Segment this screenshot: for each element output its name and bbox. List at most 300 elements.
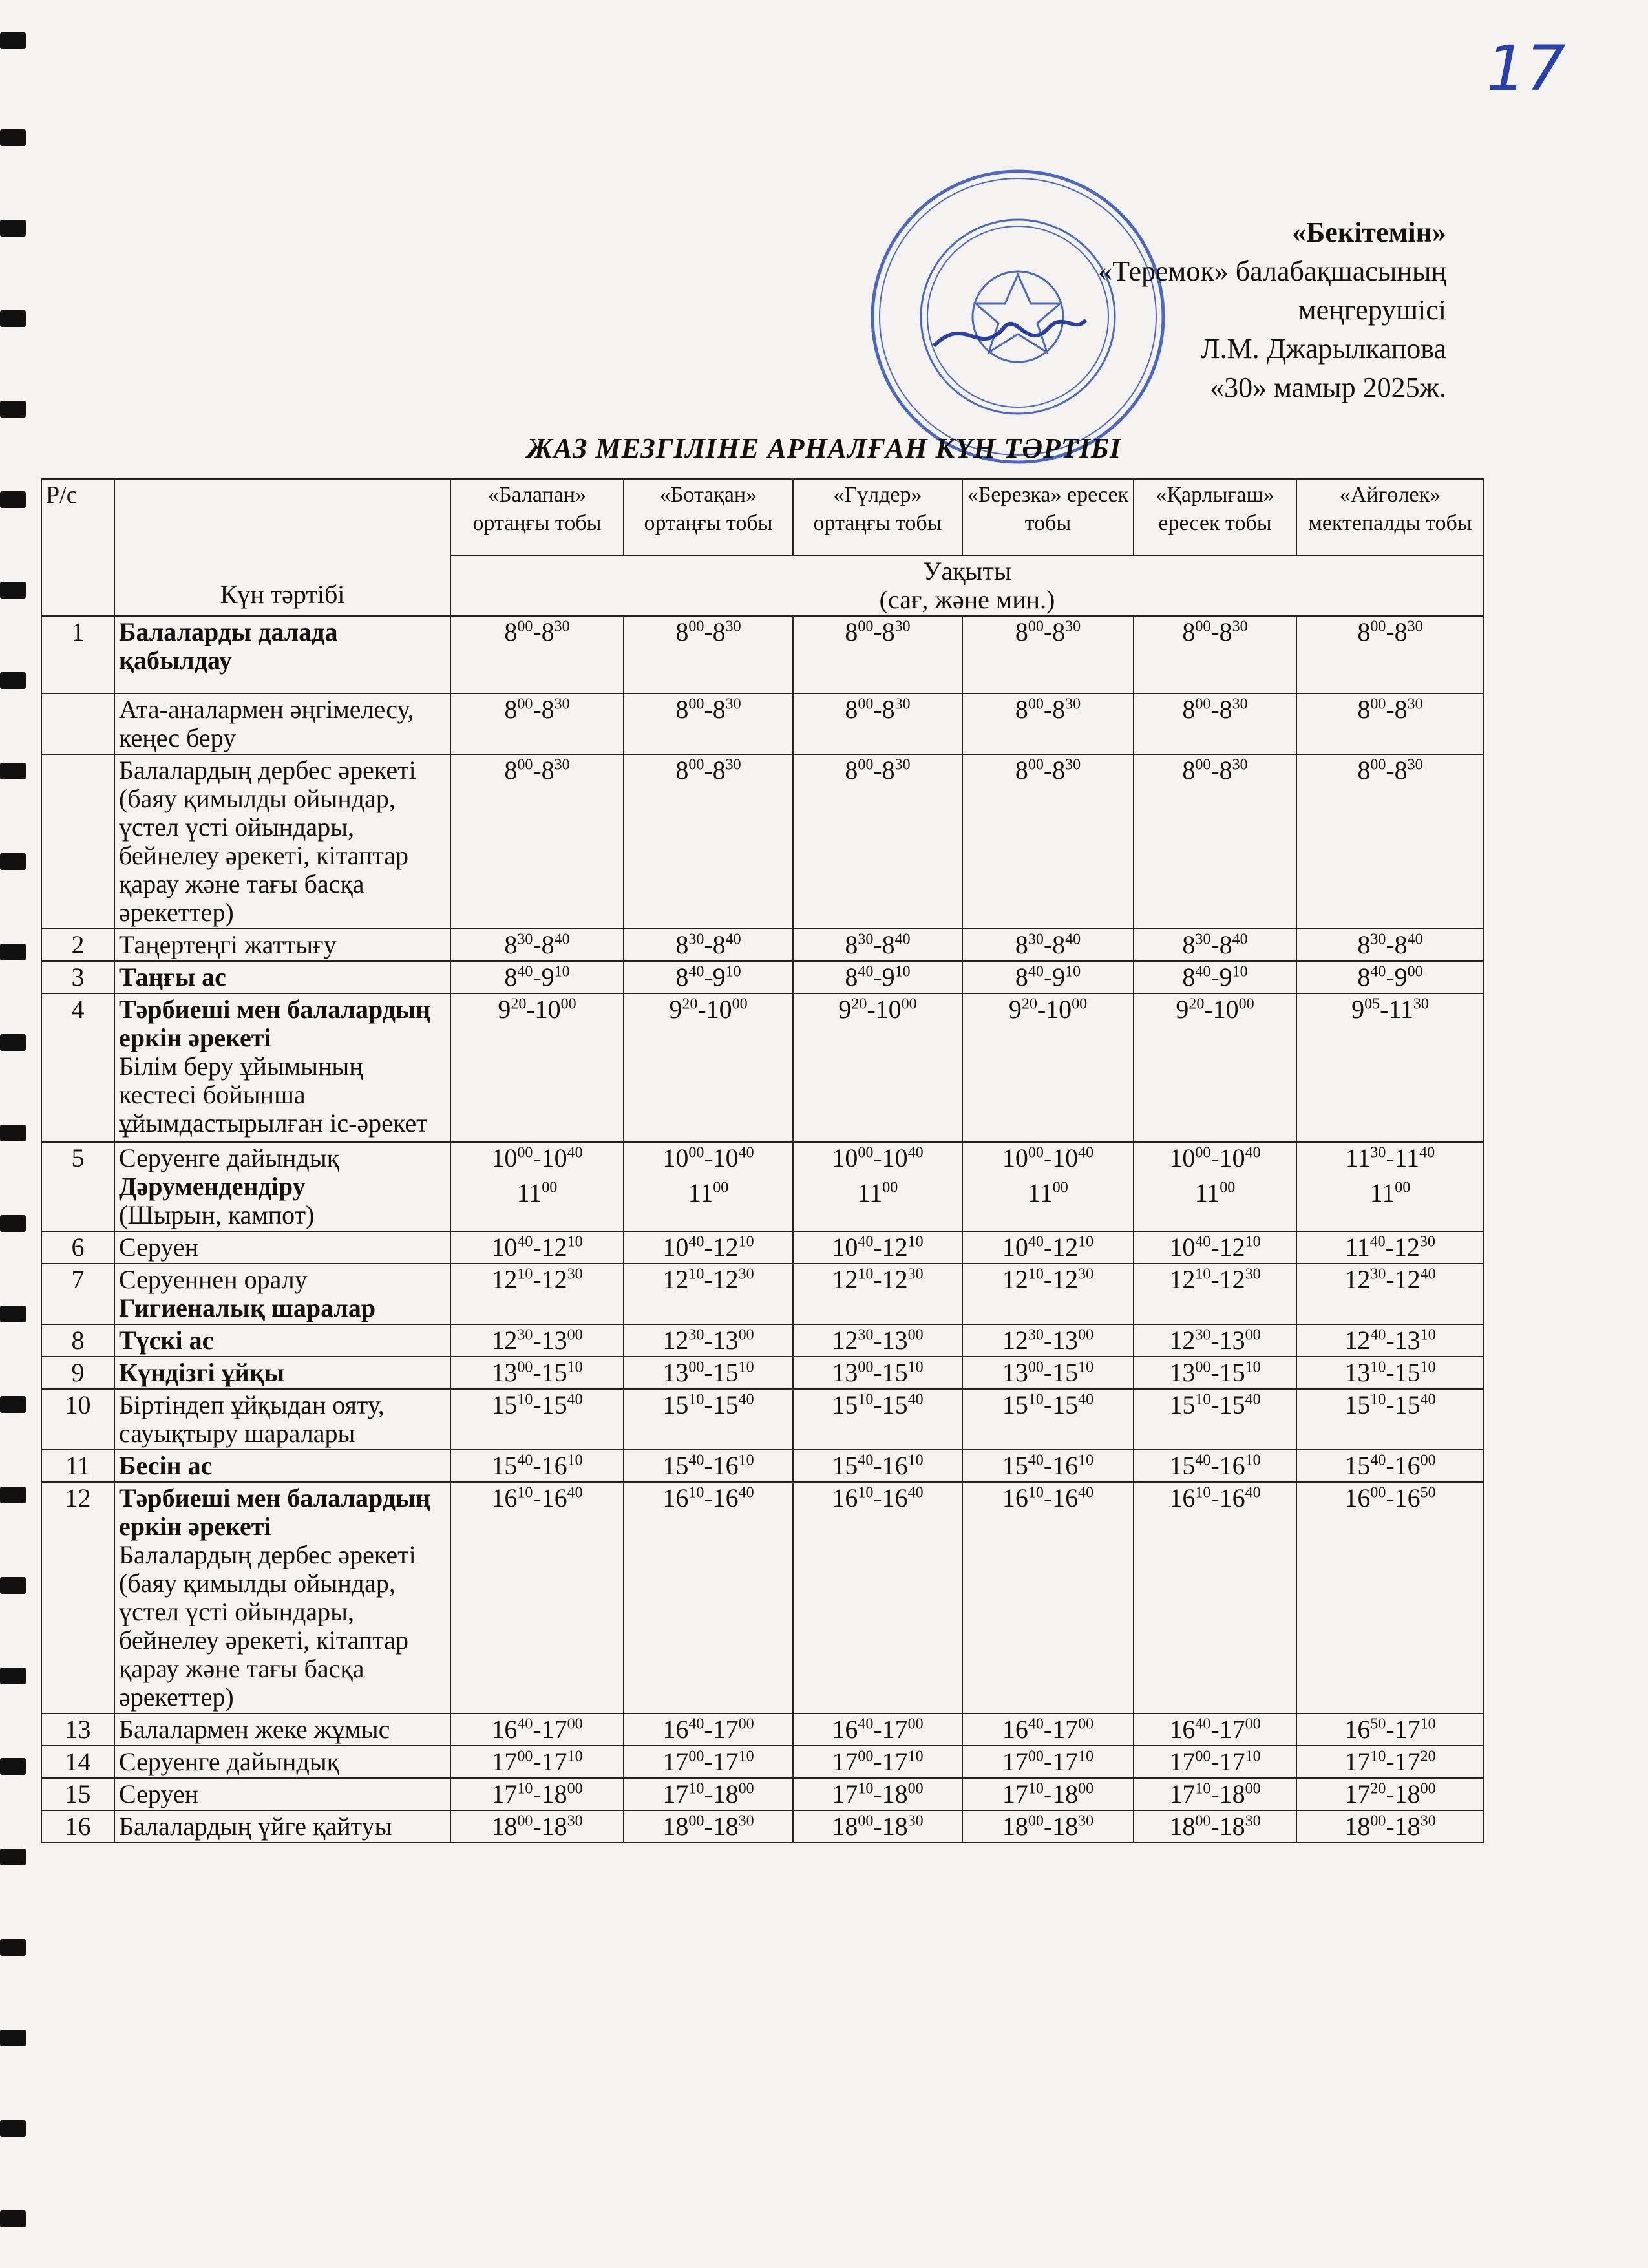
time-value: $10^{00}-10^{40}$ bbox=[491, 1143, 583, 1172]
time-value: $8^{00}-8^{30}$ bbox=[1182, 695, 1248, 724]
time-cell bbox=[1134, 1264, 1296, 1324]
time-value: $18^{00}-18^{30}$ bbox=[662, 1812, 754, 1841]
binding-hole bbox=[0, 32, 26, 49]
binding-hole bbox=[0, 582, 26, 599]
table-row bbox=[41, 1713, 1484, 1746]
routine-label: Серуен bbox=[119, 1233, 199, 1262]
time-value: $17^{00}-17^{10}$ bbox=[1169, 1747, 1261, 1776]
time-value: $8^{00}-8^{30}$ bbox=[1182, 756, 1248, 785]
time-value: $13^{00}-15^{10}$ bbox=[1002, 1358, 1094, 1387]
row-routine-label bbox=[114, 1778, 450, 1810]
time-cell bbox=[450, 1264, 624, 1324]
time-value: $8^{00}-8^{30}$ bbox=[1015, 695, 1081, 724]
routine-label: Тәрбиеші мен балалардың еркін әрекеті bbox=[119, 1483, 431, 1541]
approval-date: «30» мамыр 2025ж. bbox=[1210, 372, 1446, 403]
column-header-number: Р/с bbox=[41, 479, 114, 616]
time-value: $17^{10}-18^{00}$ bbox=[662, 1779, 754, 1808]
spiral-binding bbox=[0, 0, 39, 2268]
schedule-body bbox=[41, 616, 1484, 1843]
time-value: $8^{00}-8^{30}$ bbox=[675, 695, 741, 724]
binding-hole bbox=[0, 2030, 26, 2046]
time-value: $16^{40}-17^{00}$ bbox=[662, 1715, 754, 1744]
time-value: $18^{00}-18^{30}$ bbox=[1344, 1812, 1436, 1841]
row-number: 10 bbox=[41, 1389, 114, 1450]
time-cell bbox=[624, 1778, 793, 1810]
time-cell bbox=[962, 1357, 1134, 1389]
time-cell bbox=[962, 1142, 1134, 1231]
time-value: $10^{40}-12^{10}$ bbox=[1169, 1233, 1261, 1262]
time-value: $12^{30}-13^{00}$ bbox=[662, 1326, 754, 1355]
row-routine-label bbox=[114, 1450, 450, 1482]
time-cell bbox=[793, 1778, 962, 1810]
time-cell bbox=[962, 1482, 1134, 1713]
time-value: $15^{40}-16^{10}$ bbox=[662, 1451, 754, 1480]
time-cell bbox=[450, 1389, 624, 1450]
time-cell bbox=[450, 1713, 624, 1746]
binding-hole bbox=[0, 763, 26, 779]
time-value: $17^{10}-18^{00}$ bbox=[832, 1779, 924, 1808]
time-value: $9^{20}-10^{00}$ bbox=[1008, 995, 1088, 1024]
routine-label: Серуенге дайындық bbox=[119, 1747, 340, 1776]
time-cell bbox=[450, 1746, 624, 1778]
routine-label: Таңертеңгі жаттығу bbox=[119, 930, 337, 959]
time-value: $17^{10}-18^{00}$ bbox=[1169, 1779, 1261, 1808]
time-value: $8^{40}-9^{10}$ bbox=[504, 962, 570, 991]
time-value: $15^{40}-16^{10}$ bbox=[832, 1451, 924, 1480]
time-cell bbox=[1134, 1450, 1296, 1482]
row-routine-label bbox=[114, 1231, 450, 1264]
binding-hole bbox=[0, 1306, 26, 1322]
time-cell bbox=[624, 616, 793, 694]
time-cell bbox=[793, 616, 962, 694]
time-cell bbox=[1296, 993, 1484, 1142]
time-value: $8^{40}-9^{00}$ bbox=[1357, 962, 1423, 991]
time-cell bbox=[793, 1231, 962, 1264]
binding-hole bbox=[0, 129, 26, 146]
row-number: 13 bbox=[41, 1713, 114, 1746]
row-number: 16 bbox=[41, 1810, 114, 1843]
table-row bbox=[41, 1778, 1484, 1810]
column-header-group: «Березка» ересек тобы bbox=[962, 479, 1134, 555]
binding-hole bbox=[0, 672, 26, 689]
binding-hole bbox=[0, 1215, 26, 1232]
time-cell bbox=[1296, 1389, 1484, 1450]
time-value: $8^{30}-8^{40}$ bbox=[504, 930, 570, 959]
table-row bbox=[41, 1357, 1484, 1389]
time-cell bbox=[793, 1264, 962, 1324]
column-header-group: «Гүлдер» ортаңғы тобы bbox=[793, 479, 962, 555]
routine-label: Таңғы ас bbox=[119, 962, 226, 991]
time-cell bbox=[1296, 1357, 1484, 1389]
row-number: 9 bbox=[41, 1357, 114, 1389]
time-cell bbox=[1134, 1778, 1296, 1810]
time-cell bbox=[450, 1482, 624, 1713]
time-value: $17^{00}-17^{10}$ bbox=[662, 1747, 754, 1776]
routine-sublabel: Гигиеналық шаралар bbox=[119, 1293, 376, 1322]
time-cell bbox=[624, 1142, 793, 1231]
time-value: $10^{00}-10^{40}$ bbox=[662, 1143, 754, 1172]
time-value: $10^{00}-10^{40}$ bbox=[832, 1143, 924, 1172]
time-value: $11^{40}-12^{30}$ bbox=[1345, 1233, 1435, 1262]
time-cell bbox=[624, 1810, 793, 1843]
time-value: $10^{40}-12^{10}$ bbox=[662, 1233, 754, 1262]
row-routine-label bbox=[114, 929, 450, 961]
time-cell bbox=[624, 754, 793, 929]
time-cell bbox=[962, 1264, 1134, 1324]
row-routine-label bbox=[114, 1264, 450, 1324]
time-cell bbox=[793, 929, 962, 961]
routine-label: Түскі ас bbox=[119, 1326, 214, 1355]
time-cell bbox=[624, 1264, 793, 1324]
approval-block bbox=[1098, 213, 1446, 407]
time-cell bbox=[450, 616, 624, 694]
time-value: $8^{00}-8^{30}$ bbox=[504, 695, 570, 724]
time-value: $17^{00}-17^{10}$ bbox=[832, 1747, 924, 1776]
time-value: $17^{00}-17^{10}$ bbox=[491, 1747, 583, 1776]
table-row bbox=[41, 961, 1484, 993]
time-cell bbox=[624, 1482, 793, 1713]
approval-signatory: Л.М. Джарылкапова bbox=[1200, 333, 1446, 365]
time-cell bbox=[1134, 616, 1296, 694]
time-value: $10^{40}-12^{10}$ bbox=[1002, 1233, 1094, 1262]
binding-hole bbox=[0, 944, 26, 960]
time-value: $15^{40}-16^{10}$ bbox=[1169, 1451, 1261, 1480]
time-cell bbox=[793, 1482, 962, 1713]
row-number bbox=[41, 694, 114, 754]
approval-line: меңгерушісі bbox=[1298, 294, 1446, 326]
table-row bbox=[41, 1324, 1484, 1357]
routine-label: Балалардың үйге қайтуы bbox=[119, 1812, 392, 1841]
time-value: $11^{00}$ bbox=[857, 1178, 898, 1207]
time-cell bbox=[624, 929, 793, 961]
time-cell bbox=[1134, 1231, 1296, 1264]
time-value: $15^{10}-15^{40}$ bbox=[662, 1390, 754, 1419]
time-value: $15^{10}-15^{40}$ bbox=[832, 1390, 924, 1419]
time-value: $12^{30}-13^{00}$ bbox=[491, 1326, 583, 1355]
time-cell bbox=[1134, 694, 1296, 754]
time-cell bbox=[450, 1142, 624, 1231]
time-value: $12^{30}-13^{00}$ bbox=[1002, 1326, 1094, 1355]
time-value: $8^{00}-8^{30}$ bbox=[1357, 756, 1423, 785]
time-value: $12^{10}-12^{30}$ bbox=[832, 1265, 924, 1294]
time-value: $12^{10}-12^{30}$ bbox=[1169, 1265, 1261, 1294]
table-row bbox=[41, 1389, 1484, 1450]
routine-label: Серуеннен оралу bbox=[119, 1265, 308, 1294]
time-value: $8^{00}-8^{30}$ bbox=[504, 756, 570, 785]
time-cell bbox=[450, 929, 624, 961]
time-cell bbox=[450, 754, 624, 929]
time-value: $12^{30}-13^{00}$ bbox=[1169, 1326, 1261, 1355]
time-cell bbox=[624, 1713, 793, 1746]
time-cell bbox=[962, 1746, 1134, 1778]
time-cell bbox=[450, 993, 624, 1142]
time-cell bbox=[624, 1324, 793, 1357]
row-routine-label bbox=[114, 616, 450, 694]
time-cell bbox=[793, 993, 962, 1142]
time-cell bbox=[793, 1450, 962, 1482]
row-routine-label bbox=[114, 1746, 450, 1778]
time-value: $17^{10}-17^{20}$ bbox=[1344, 1747, 1436, 1776]
table-row bbox=[41, 754, 1484, 929]
time-value: $12^{30}-13^{00}$ bbox=[832, 1326, 924, 1355]
row-routine-label bbox=[114, 1482, 450, 1713]
time-value: $11^{00}$ bbox=[688, 1178, 729, 1207]
time-cell bbox=[450, 1324, 624, 1357]
time-cell bbox=[1134, 1324, 1296, 1357]
row-number: 8 bbox=[41, 1324, 114, 1357]
time-value: $16^{10}-16^{40}$ bbox=[491, 1483, 583, 1512]
time-cell bbox=[624, 993, 793, 1142]
row-number: 15 bbox=[41, 1778, 114, 1810]
table-row bbox=[41, 1810, 1484, 1843]
row-number bbox=[41, 754, 114, 929]
table-row bbox=[41, 1746, 1484, 1778]
time-cell bbox=[1296, 929, 1484, 961]
time-cell bbox=[793, 694, 962, 754]
time-cell bbox=[1296, 616, 1484, 694]
time-value: $10^{40}-12^{10}$ bbox=[491, 1233, 583, 1262]
time-cell bbox=[1134, 754, 1296, 929]
table-row bbox=[41, 1231, 1484, 1264]
time-cell bbox=[1296, 1324, 1484, 1357]
time-value: $15^{10}-15^{40}$ bbox=[491, 1390, 583, 1419]
time-cell bbox=[962, 1450, 1134, 1482]
time-value: $8^{40}-9^{10}$ bbox=[845, 962, 911, 991]
time-cell bbox=[450, 1778, 624, 1810]
routine-sublabel: Балалардың дербес әрекеті (баяу қимылды ойындар, үстел үсті ойындары, бейнелеу әрекеті, кітаптар қарау және тағы басқа әрекеттер) bbox=[119, 1540, 416, 1712]
time-value: $8^{00}-8^{30}$ bbox=[1182, 617, 1248, 646]
row-routine-label bbox=[114, 961, 450, 993]
routine-sublabel: Білім беру ұйымының кестесі бойынша ұйымдастырылған іс-әрекет bbox=[119, 1052, 428, 1138]
binding-hole bbox=[0, 1668, 26, 1684]
time-cell bbox=[793, 961, 962, 993]
table-row bbox=[41, 1264, 1484, 1324]
time-value: $18^{00}-18^{30}$ bbox=[491, 1812, 583, 1841]
time-value: $11^{00}$ bbox=[516, 1178, 558, 1207]
page-number: 17 bbox=[1486, 32, 1566, 105]
binding-hole bbox=[0, 1487, 26, 1503]
row-number: 5 bbox=[41, 1142, 114, 1231]
time-value: $9^{20}-10^{00}$ bbox=[498, 995, 576, 1024]
time-value: $17^{10}-18^{00}$ bbox=[491, 1779, 583, 1808]
time-value: $12^{40}-13^{10}$ bbox=[1344, 1326, 1436, 1355]
time-value: $15^{40}-16^{10}$ bbox=[1002, 1451, 1094, 1480]
time-value: $8^{00}-8^{30}$ bbox=[845, 695, 911, 724]
time-cell bbox=[624, 1450, 793, 1482]
time-cell bbox=[1134, 1482, 1296, 1713]
time-value: $8^{00}-8^{30}$ bbox=[1357, 695, 1423, 724]
binding-hole bbox=[0, 1939, 26, 1956]
row-routine-label bbox=[114, 754, 450, 929]
time-value: $16^{40}-17^{00}$ bbox=[1169, 1715, 1261, 1744]
schedule-table bbox=[41, 478, 1484, 1843]
time-cell bbox=[1296, 1713, 1484, 1746]
time-value: $16^{00}-16^{50}$ bbox=[1344, 1483, 1436, 1512]
time-value: $8^{30}-8^{40}$ bbox=[1182, 930, 1248, 959]
routine-label: Ата-аналармен әңгімелесу, кеңес беру bbox=[119, 695, 414, 752]
time-value: $16^{40}-17^{00}$ bbox=[1002, 1715, 1094, 1744]
time-cell bbox=[962, 993, 1134, 1142]
time-cell bbox=[624, 1357, 793, 1389]
time-value: $18^{00}-18^{30}$ bbox=[832, 1812, 924, 1841]
table-row bbox=[41, 1142, 1484, 1231]
routine-label: Балаларды далада қабылдау bbox=[119, 617, 338, 675]
table-row bbox=[41, 1482, 1484, 1713]
time-cell bbox=[962, 1713, 1134, 1746]
row-number: 11 bbox=[41, 1450, 114, 1482]
time-value: $16^{40}-17^{00}$ bbox=[832, 1715, 924, 1744]
time-cell bbox=[1134, 1810, 1296, 1843]
binding-hole bbox=[0, 1034, 26, 1051]
time-cell bbox=[1296, 754, 1484, 929]
binding-hole bbox=[0, 491, 26, 508]
row-routine-label bbox=[114, 1389, 450, 1450]
time-cell bbox=[624, 961, 793, 993]
row-routine-label bbox=[114, 1357, 450, 1389]
time-value: $8^{30}-8^{40}$ bbox=[845, 930, 911, 959]
row-number: 14 bbox=[41, 1746, 114, 1778]
binding-hole bbox=[0, 1577, 26, 1594]
time-cell bbox=[793, 1324, 962, 1357]
time-cell bbox=[1296, 1142, 1484, 1231]
time-cell bbox=[793, 1357, 962, 1389]
time-cell bbox=[793, 1810, 962, 1843]
routine-label: Балалардың дербес әрекеті (баяу қимылды ойындар, үстел үсті ойындары, бейнелеу әрекеті, кітаптар қарау және тағы басқа әрекеттер) bbox=[119, 756, 416, 927]
time-cell bbox=[1296, 1778, 1484, 1810]
time-cell bbox=[793, 1746, 962, 1778]
row-number: 12 bbox=[41, 1482, 114, 1713]
time-value: $13^{00}-15^{10}$ bbox=[832, 1358, 924, 1387]
time-value: $15^{40}-16^{00}$ bbox=[1344, 1451, 1436, 1480]
time-value: $8^{00}-8^{30}$ bbox=[504, 617, 570, 646]
time-value: $16^{10}-16^{40}$ bbox=[662, 1483, 754, 1512]
time-cell bbox=[624, 1231, 793, 1264]
time-cell bbox=[1296, 694, 1484, 754]
time-value: $15^{10}-15^{40}$ bbox=[1169, 1390, 1261, 1419]
time-value: $16^{10}-16^{40}$ bbox=[1002, 1483, 1094, 1512]
time-cell bbox=[1296, 1810, 1484, 1843]
row-routine-label bbox=[114, 1324, 450, 1357]
time-cell bbox=[962, 1324, 1134, 1357]
time-value: $8^{00}-8^{30}$ bbox=[675, 756, 741, 785]
time-cell bbox=[962, 1389, 1134, 1450]
time-value: $18^{00}-18^{30}$ bbox=[1169, 1812, 1261, 1841]
time-cell bbox=[793, 1713, 962, 1746]
time-value: $8^{30}-8^{40}$ bbox=[1357, 930, 1423, 959]
routine-label: Тәрбиеші мен балалардың еркін әрекеті bbox=[119, 995, 431, 1052]
time-value: $17^{00}-17^{10}$ bbox=[1002, 1747, 1094, 1776]
binding-hole bbox=[0, 1125, 26, 1141]
routine-sublabel: (Шырын, кампот) bbox=[119, 1200, 315, 1229]
time-value: $8^{40}-9^{10}$ bbox=[1182, 962, 1248, 991]
time-value: $12^{10}-12^{30}$ bbox=[1002, 1265, 1094, 1294]
approval-line: «Теремок» балабақшасының bbox=[1098, 255, 1446, 287]
time-value: $8^{00}-8^{30}$ bbox=[845, 756, 911, 785]
time-cell bbox=[1134, 929, 1296, 961]
time-header-units: (сағ, және мин.) bbox=[879, 585, 1055, 614]
time-value: $11^{30}-11^{40}$ bbox=[1345, 1143, 1435, 1172]
routine-label: Серуенге дайындық bbox=[119, 1143, 340, 1172]
table-row bbox=[41, 616, 1484, 694]
time-cell bbox=[624, 1389, 793, 1450]
table-row bbox=[41, 694, 1484, 754]
row-number: 2 bbox=[41, 929, 114, 961]
time-cell bbox=[1134, 1142, 1296, 1231]
column-header-routine: Күн тәртібі bbox=[114, 479, 450, 616]
time-cell bbox=[1296, 961, 1484, 993]
time-value: $10^{00}-10^{40}$ bbox=[1002, 1143, 1094, 1172]
time-value: $13^{00}-15^{10}$ bbox=[662, 1358, 754, 1387]
time-cell bbox=[962, 961, 1134, 993]
time-header-label: Уақыты bbox=[923, 556, 1011, 586]
time-cell bbox=[962, 616, 1134, 694]
column-header-group: «Қарлығаш» ересек тобы bbox=[1134, 479, 1296, 555]
time-value: $10^{00}-10^{40}$ bbox=[1169, 1143, 1261, 1172]
time-cell bbox=[1134, 1389, 1296, 1450]
time-value: $8^{00}-8^{30}$ bbox=[1015, 756, 1081, 785]
binding-hole bbox=[0, 2120, 26, 2137]
time-value: $13^{00}-15^{10}$ bbox=[1169, 1358, 1261, 1387]
time-value: $17^{10}-18^{00}$ bbox=[1002, 1779, 1094, 1808]
time-cell bbox=[793, 754, 962, 929]
time-value: $9^{20}-10^{00}$ bbox=[669, 995, 748, 1024]
time-value: $11^{00}$ bbox=[1028, 1178, 1068, 1207]
time-value: $8^{40}-9^{10}$ bbox=[1015, 962, 1081, 991]
time-value: $13^{10}-15^{10}$ bbox=[1344, 1358, 1436, 1387]
time-cell bbox=[962, 694, 1134, 754]
binding-hole bbox=[0, 310, 26, 327]
time-cell bbox=[1134, 1746, 1296, 1778]
row-routine-label bbox=[114, 993, 450, 1142]
column-header-group: «Ботақан» ортаңғы тобы bbox=[624, 479, 793, 555]
approval-title: «Бекітемін» bbox=[1292, 217, 1446, 248]
time-cell bbox=[962, 929, 1134, 961]
time-cell bbox=[1296, 1264, 1484, 1324]
time-cell bbox=[1296, 1450, 1484, 1482]
time-cell bbox=[1134, 961, 1296, 993]
time-cell bbox=[450, 1450, 624, 1482]
row-routine-label bbox=[114, 694, 450, 754]
time-value: $13^{00}-15^{10}$ bbox=[491, 1358, 583, 1387]
row-routine-label bbox=[114, 1142, 450, 1231]
binding-hole bbox=[0, 1849, 26, 1865]
binding-hole bbox=[0, 1758, 26, 1775]
time-value: $12^{10}-12^{30}$ bbox=[662, 1265, 754, 1294]
time-value: $8^{40}-9^{10}$ bbox=[675, 962, 741, 991]
table-row bbox=[41, 929, 1484, 961]
routine-sublabel: Дәрумендендіру bbox=[119, 1172, 306, 1201]
binding-hole bbox=[0, 401, 26, 418]
time-value: $17^{20}-18^{00}$ bbox=[1344, 1779, 1436, 1808]
time-cell bbox=[962, 1231, 1134, 1264]
time-value: $8^{00}-8^{30}$ bbox=[1357, 617, 1423, 646]
time-value: $9^{05}-11^{30}$ bbox=[1351, 995, 1429, 1024]
time-cell bbox=[624, 694, 793, 754]
table-row bbox=[41, 993, 1484, 1142]
time-value: $10^{40}-12^{10}$ bbox=[832, 1233, 924, 1262]
time-value: $11^{00}$ bbox=[1194, 1178, 1236, 1207]
time-cell bbox=[1296, 1746, 1484, 1778]
routine-label: Балалармен жеке жұмыс bbox=[119, 1715, 390, 1744]
row-number: 1 bbox=[41, 616, 114, 694]
time-value: $15^{40}-16^{10}$ bbox=[491, 1451, 583, 1480]
time-cell bbox=[1296, 1482, 1484, 1713]
time-value: $16^{40}-17^{00}$ bbox=[491, 1715, 583, 1744]
time-cell bbox=[1296, 1231, 1484, 1264]
time-cell bbox=[624, 1746, 793, 1778]
time-cell bbox=[450, 1231, 624, 1264]
column-header-group: «Айгөлек» мектепалды тобы bbox=[1296, 479, 1484, 555]
